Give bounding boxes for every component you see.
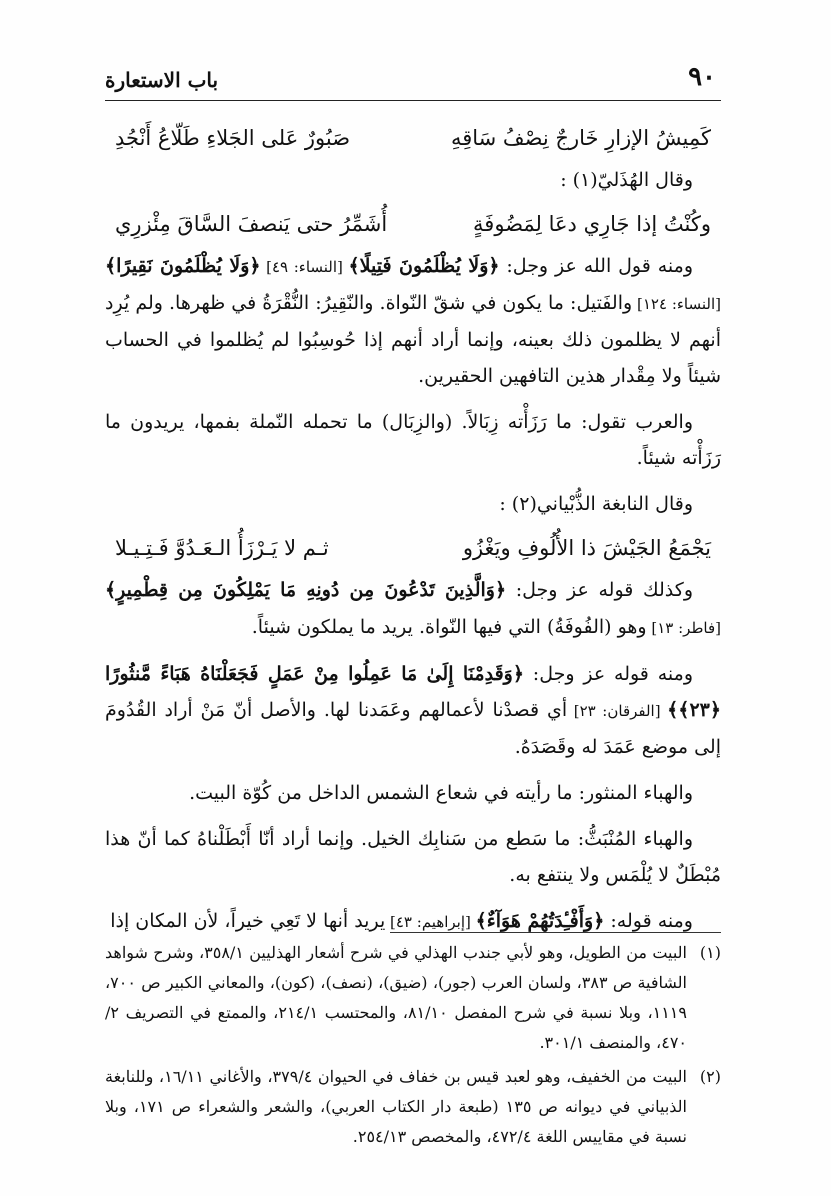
footnote — [105, 1062, 721, 1152]
paragraph-haba-body: أي قصدْنا لأعمالهم وعَمَدنا لها. والأصل أنّ مَنْ أراد القُدُومَ إلى موضع عَمَدَ له وقَصَدَهُ. — [105, 699, 721, 758]
paragraph-haba-intro: ومنه قوله عز وجل: — [523, 663, 693, 685]
paragraph-qitmir-intro: وكذلك قوله عز وجل: — [506, 579, 693, 601]
footnotes — [105, 938, 721, 1156]
page-header — [105, 62, 716, 98]
verse-1-first-hemistich: كَمِيشُ الإزارِ خَارجٌ نِصْفُ سَاقِهِ — [450, 126, 711, 150]
running-title: باب الاستعارة — [105, 68, 219, 92]
quran-quote-nisa-124: ﴿وَلَا يُظْلَمُونَ نَقِيرًا﴾ — [105, 255, 261, 277]
footnote — [105, 938, 721, 1058]
paragraph-haba — [105, 656, 721, 765]
citation-furqan-23: [الفرقان: ٢٣] — [567, 702, 668, 720]
intro-hudhali: وقال الهُذَليّ(١) : — [560, 169, 693, 191]
paragraph-hawa — [105, 903, 721, 940]
quran-quote-ibrahim-43: ﴿وَأَفْـِٔدَتُهُمْ هَوَآءٌ﴾ — [475, 910, 605, 932]
paragraph-zibal: والعرب تقول: ما رَزَأْته زِبَالاً. (والزِبَال) ما تحمله النّملة بفمها، يريدون ما رَزَأْته شيئاً. — [105, 411, 721, 469]
main-text — [105, 112, 721, 950]
paragraph-haba-manthur: والهباء المنثور: ما رأيته في شعاع الشمس الداخل من كُوّة البيت. — [189, 782, 693, 804]
quran-quote-fatir-13: ﴿وَالَّذِينَ تَدْعُونَ مِن دُونِهِ مَا يَمْلِكُونَ مِن قِطْمِيرٍ﴾ — [105, 579, 507, 601]
verse-3 — [115, 528, 711, 568]
citation-nisa-124: [النساء: ١٢٤] — [632, 295, 721, 313]
verse-2-first-hemistich: وكُنْتُ إذا جَارِي دعَا لِمَضُوفَةٍ — [473, 212, 711, 236]
verse-2 — [115, 204, 711, 244]
paragraph-fatil — [105, 248, 721, 394]
paragraph-qitmir — [105, 572, 721, 646]
footnote-number: (٢) — [699, 1067, 721, 1086]
quran-quote-nisa-49: ﴿وَلَا يُظْلَمُونَ فَتِيلًا﴾ — [348, 255, 500, 277]
footnote-text: البيت من الطويل، وهو لأبي جندب الهذلي في شرح أشعار الهذليين ٣٥٨/١، وشرح شواهد الشافية ص ٣٨٣، ولسان العرب (جور)، (ضيق)، (نصف)، (كون)، والمعاني الكبير ص ٧٠٠، ١١١٩، وبلا نسبة في شرح المفصل ٨١/١٠، والمحتسب ٢١٤/١، والممتع في التصريف ٢/ ٤٧٠، والمنصف ٣٠١/١. — [105, 943, 688, 1052]
footnote-number: (١) — [699, 943, 721, 962]
verse-2-second-hemistich: أُشَمِّرُ حتى يَنصفَ السَّاقَ مِئْزرِي — [115, 212, 388, 236]
footnote-text: البيت من الخفيف، وهو لعبد قيس بن خفاف في الحيوان ٣٧٩/٤، والأغاني ١٦/١١، وللنابغة الذبياني في ديوانه ص ١٣٥ (طبعة دار الكتاب العربي)، والشعر والشعراء ص ١٧١، وبلا نسبة في مقاييس اللغة ٤٧٢/٤، والمخصص ٢٥٤/١٣. — [105, 1067, 688, 1146]
verse-1-second-hemistich: صَبُورٌ عَلى الجَلاءِ طَلّاعُ أَنْجُدِ — [115, 126, 351, 150]
header-rule — [105, 100, 721, 101]
verse-1 — [115, 118, 711, 158]
footnote-rule — [390, 932, 721, 933]
page-number: ٩٠ — [688, 62, 716, 92]
intro-nabigha: وقال النابغة الذُّبْياني(٢) : — [499, 493, 693, 515]
verse-3-first-hemistich: يَجْمَعُ الجَيْشَ ذا الأُلُوفِ ويَغْزُو — [462, 536, 711, 560]
paragraph-fatil-intro: ومنه قول الله عز وجل: — [499, 255, 693, 277]
paragraph-qitmir-body: وهو (الفُوفَةُ) التي فيها النّواة. يريد ما يملكون شيئاً. — [251, 616, 647, 638]
paragraph-haba-munbath: والهباء المُنْبَثُّ: ما سَطع من سَنابِك الخيل. وإنما أراد أنّا أَبْطَلْناهُ كما أنّ هذا مُبْطَلٌ لا يُلْمَس ولا ينتفع به. — [105, 828, 721, 886]
citation-fatir-13: [فاطر: ١٣] — [646, 619, 721, 637]
paragraph-fatil-body: والفَتيل: ما يكون في شقّ النّواة. والنّقِيرُ: النُّقْرَةُ في ظهرها. ولم يُرِد أنهم لا يظلمون ذلك بعينه، وإنما أراد أنهم إذا حُوسِبُوا لم يُظلموا في الحساب شيئاً ولا مِقْدار هذين التافهين الحقيرين. — [105, 292, 721, 387]
paragraph-hawa-intro: ومنه قوله: — [604, 910, 693, 932]
quran-quote-furqan-23: ﴿وَقَدِمْنَا إِلَىٰ مَا عَمِلُوا مِنْ عَمَلٍ فَجَعَلْنَاهُ هَبَاءً مَّنثُورًا ﴿٢٣﴾﴾ — [105, 663, 721, 721]
verse-3-second-hemistich: ثـم لا يَـرْزَأُ الـعَـدُوَّ فَـتِـيـلا — [115, 536, 329, 560]
citation-nisa-49: [النساء: ٤٩] — [260, 258, 349, 276]
paragraph-hawa-body: يريد أنها لا تَعِي خيراً، لأن المكان إذا — [110, 910, 386, 932]
citation-ibrahim-43: [إبراهيم: ٤٣] — [385, 913, 476, 931]
